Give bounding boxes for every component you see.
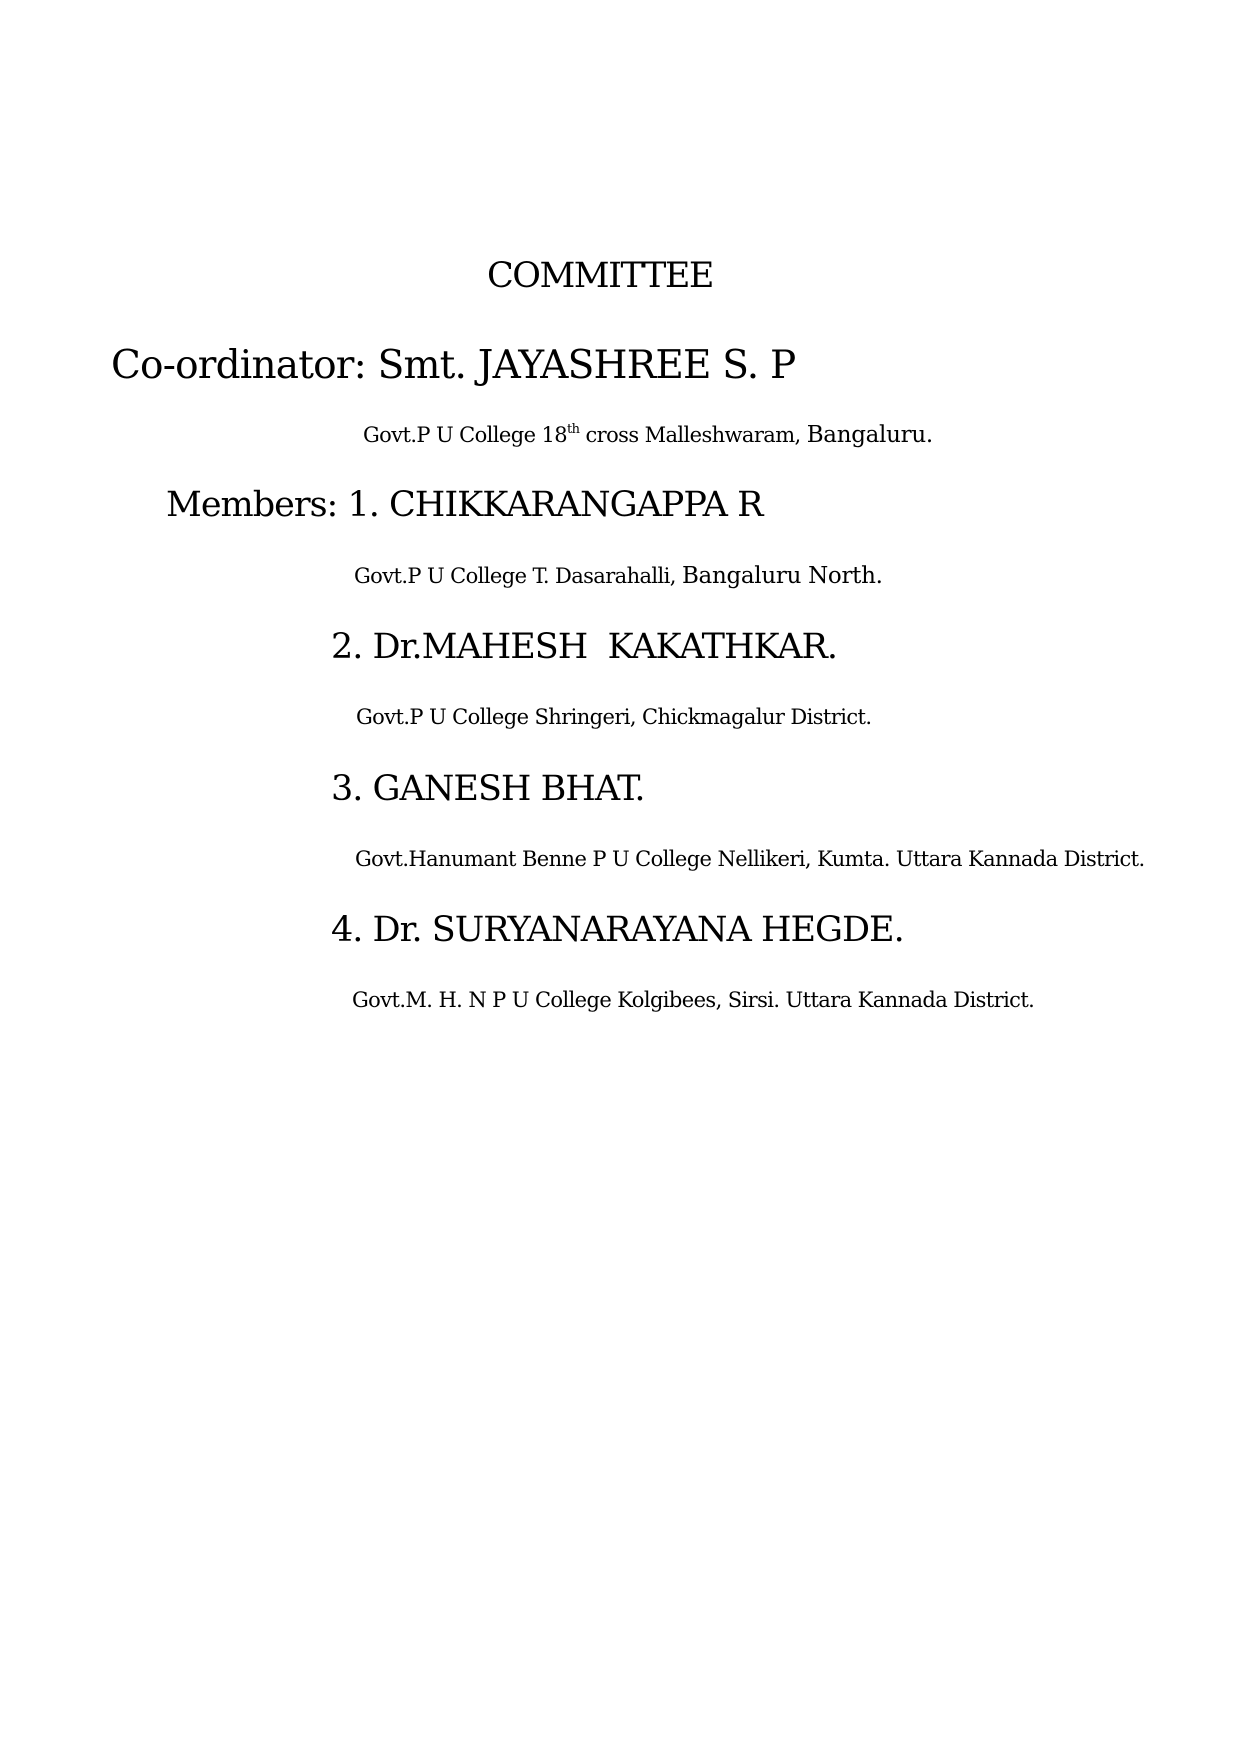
coordinator-label: Co-ordinator: [111,343,366,388]
member-2-line [331,627,837,667]
coordinator-address [363,422,933,448]
member-4-name: Dr. SURYANARAYANA HEGDE. [372,910,904,950]
coordinator-address-city: Bangaluru. [806,422,933,448]
member-1-number: 1. [347,485,379,525]
coordinator-name: Smt. JAYASHREE S. P [377,343,796,388]
coordinator-address-prefix: Govt.P U College 18 [363,423,568,447]
members-label: Members: [166,485,338,525]
member-3-number: 3. [331,769,363,809]
member-2-number: 2. [331,627,363,667]
member-4-address: Govt.M. H. N P U College Kolgibees, Sirsi. Uttara Kannada District. [352,988,1035,1012]
member-3-address: Govt.Hanumant Benne P U College Nellikeri, Kumta. Uttara Kannada District. [355,847,1145,871]
member-2-address: Govt.P U College Shringeri, Chickmagalur District. [356,705,872,729]
coordinator-address-main: cross Malleshwaram, [579,423,801,447]
page-title: COMMITTEE [487,256,713,296]
member-3-name: GANESH BHAT. [372,769,645,809]
member-4-number: 4. [331,910,363,950]
member-1-address-main: Govt.P U College T. Dasarahalli, [354,564,676,588]
coordinator-line [111,343,795,388]
member-1-name: CHIKKARANGAPPA R [389,485,763,525]
member-4-line [331,910,904,950]
member-1-address-city: Bangaluru North. [681,563,883,589]
member-3-line [331,769,645,809]
member-1-address [354,563,883,589]
member-2-name: Dr.MAHESH KAKATHKAR. [372,627,838,667]
member-1-line [166,485,762,525]
ordinal-suffix: th [567,422,580,437]
